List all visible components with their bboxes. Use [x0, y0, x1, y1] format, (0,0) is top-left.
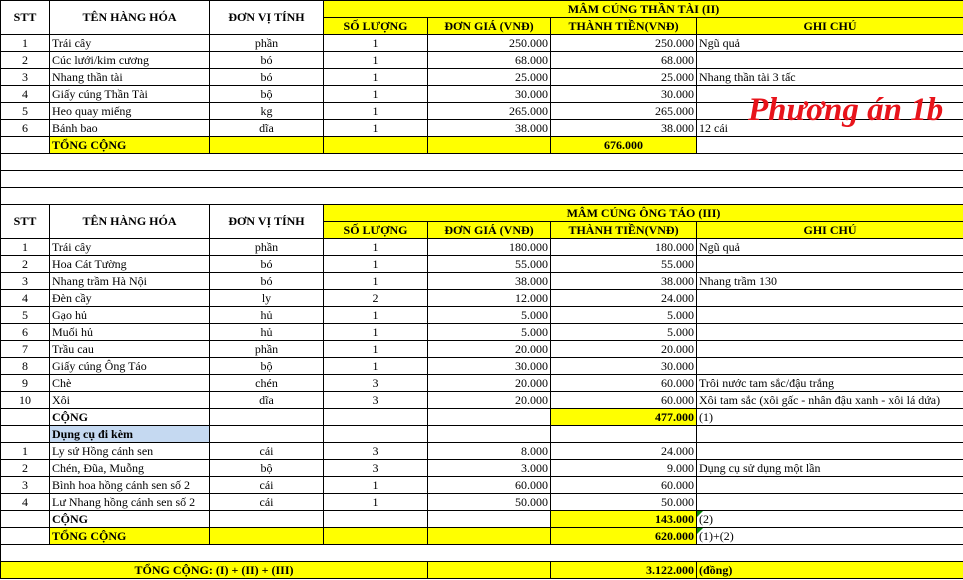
row-stt[interactable]: 3 — [1, 477, 50, 494]
comment-marker-icon — [697, 528, 703, 534]
row-stt[interactable]: 6 — [1, 120, 50, 137]
table-row — [1, 392, 963, 409]
header-unit-price[interactable]: ĐƠN GIÁ (VNĐ) — [428, 18, 551, 35]
row-quantity[interactable]: 1 — [324, 86, 428, 103]
row-amount[interactable]: 30.000 — [551, 358, 697, 375]
row-stt[interactable]: 1 — [1, 35, 50, 52]
row-unit[interactable]: bó — [210, 52, 324, 69]
spacer-row — [1, 171, 963, 188]
table-row — [1, 358, 963, 375]
row-quantity[interactable]: 1 — [324, 273, 428, 290]
table-row — [1, 460, 963, 477]
row-unit-price[interactable]: 8.000 — [428, 443, 551, 460]
row-unit-price[interactable]: 55.000 — [428, 256, 551, 273]
row-item-name[interactable]: Chén, Đũa, Muỗng — [50, 460, 210, 477]
subtotal-blank[interactable] — [210, 409, 324, 426]
subtotal-row — [1, 409, 963, 426]
row-item-name[interactable]: Nhang thần tài — [50, 69, 210, 86]
row-item-name[interactable]: Lư Nhang hồng cánh sen số 2 — [50, 494, 210, 511]
row-quantity[interactable]: 1 — [324, 477, 428, 494]
spacer-row — [1, 154, 963, 171]
total-blank[interactable] — [210, 137, 324, 154]
header-row — [1, 205, 963, 222]
header-quantity[interactable]: SỐ LƯỢNG — [324, 18, 428, 35]
row-unit[interactable]: chén — [210, 375, 324, 392]
row-unit[interactable]: bó — [210, 273, 324, 290]
row-quantity[interactable]: 1 — [324, 256, 428, 273]
row-unit[interactable]: dĩa — [210, 120, 324, 137]
tools-label[interactable]: Dụng cụ đi kèm — [50, 426, 210, 443]
row-amount[interactable]: 5.000 — [551, 324, 697, 341]
row-unit[interactable]: bó — [210, 69, 324, 86]
total-note[interactable]: (1)+(2) — [697, 528, 963, 545]
table-row — [1, 273, 963, 290]
row-unit-price[interactable]: 3.000 — [428, 460, 551, 477]
row-quantity[interactable]: 1 — [324, 239, 428, 256]
row-quantity[interactable]: 1 — [324, 324, 428, 341]
total-row — [1, 137, 963, 154]
row-unit[interactable]: cái — [210, 443, 324, 460]
row-quantity[interactable]: 1 — [324, 358, 428, 375]
total-label[interactable]: TỔNG CỘNG — [50, 137, 210, 154]
row-amount[interactable]: 25.000 — [551, 69, 697, 86]
subtotal-blank[interactable] — [324, 511, 428, 528]
row-quantity[interactable]: 3 — [324, 460, 428, 477]
row-quantity[interactable]: 1 — [324, 35, 428, 52]
header-amount[interactable]: THÀNH TIỀN(VNĐ) — [551, 222, 697, 239]
row-unit[interactable]: cái — [210, 477, 324, 494]
row-item-name[interactable]: Hoa Cát Tường — [50, 256, 210, 273]
row-unit-price[interactable]: 20.000 — [428, 375, 551, 392]
row-note[interactable]: Dụng cụ sử dụng một lần — [697, 460, 963, 477]
grand-total-value[interactable]: 3.122.000 — [551, 562, 697, 579]
subtotal-note[interactable]: (1) — [697, 409, 963, 426]
table-row — [1, 307, 963, 324]
row-item-name[interactable]: Xôi — [50, 392, 210, 409]
row-amount[interactable]: 20.000 — [551, 341, 697, 358]
grand-total-unit[interactable]: (đồng) — [697, 562, 963, 579]
row-quantity[interactable]: 2 — [324, 290, 428, 307]
row-amount[interactable]: 9.000 — [551, 460, 697, 477]
row-amount[interactable]: 250.000 — [551, 35, 697, 52]
row-unit[interactable]: bộ — [210, 460, 324, 477]
row-unit[interactable]: bộ — [210, 358, 324, 375]
row-item-name[interactable]: Bình hoa hồng cánh sen số 2 — [50, 477, 210, 494]
row-note[interactable] — [697, 324, 963, 341]
row-amount[interactable]: 38.000 — [551, 273, 697, 290]
row-note[interactable] — [697, 52, 963, 69]
table-row — [1, 443, 963, 460]
subheader-blank[interactable] — [697, 426, 963, 443]
row-unit-price[interactable]: 68.000 — [428, 52, 551, 69]
row-note[interactable]: Nhang thần tài 3 tấc — [697, 69, 963, 86]
table-row — [1, 494, 963, 511]
row-item-name[interactable]: Ly sứ Hồng cánh sen — [50, 443, 210, 460]
table-row — [1, 239, 963, 256]
row-unit-price[interactable]: 38.000 — [428, 273, 551, 290]
row-amount[interactable]: 60.000 — [551, 375, 697, 392]
spacer — [1, 545, 963, 562]
table-row — [1, 341, 963, 358]
row-unit-price[interactable]: 30.000 — [428, 358, 551, 375]
row-item-name[interactable]: Cúc lưới/kim cương — [50, 52, 210, 69]
row-item-name[interactable]: Giấy cúng Ông Táo — [50, 358, 210, 375]
spacer — [1, 154, 963, 171]
row-note[interactable] — [697, 256, 963, 273]
row-quantity[interactable]: 1 — [324, 120, 428, 137]
row-unit-price[interactable]: 180.000 — [428, 239, 551, 256]
plan-label: Phương án 1b — [748, 92, 944, 128]
header-unit[interactable]: ĐƠN VỊ TÍNH — [210, 205, 324, 239]
subtotal-blank[interactable] — [210, 511, 324, 528]
row-amount[interactable]: 68.000 — [551, 52, 697, 69]
row-quantity[interactable]: 3 — [324, 443, 428, 460]
row-unit[interactable]: bó — [210, 256, 324, 273]
total-label[interactable]: TỔNG CỘNG — [50, 528, 210, 545]
row-amount[interactable]: 50.000 — [551, 494, 697, 511]
tools-subtotal-note[interactable]: (2) — [697, 511, 963, 528]
row-unit-price[interactable]: 20.000 — [428, 392, 551, 409]
total-blank[interactable] — [324, 528, 428, 545]
row-note[interactable] — [697, 443, 963, 460]
row-unit-price[interactable]: 60.000 — [428, 477, 551, 494]
row-unit-price[interactable]: 265.000 — [428, 103, 551, 120]
row-amount[interactable]: 60.000 — [551, 392, 697, 409]
row-unit[interactable]: phần — [210, 341, 324, 358]
table-row — [1, 69, 963, 86]
subtotal-stt[interactable] — [1, 409, 50, 426]
subtotal-row — [1, 511, 963, 528]
row-stt[interactable]: 3 — [1, 69, 50, 86]
row-stt[interactable]: 3 — [1, 273, 50, 290]
row-quantity[interactable]: 1 — [324, 341, 428, 358]
tools-subtotal-value[interactable]: 143.000 — [551, 511, 697, 528]
row-amount[interactable]: 60.000 — [551, 477, 697, 494]
grand-total-label[interactable]: TỔNG CỘNG: (I) + (II) + (III) — [1, 562, 428, 579]
row-stt[interactable]: 5 — [1, 307, 50, 324]
row-unit-price[interactable]: 30.000 — [428, 86, 551, 103]
header-row — [1, 1, 963, 18]
subheader-blank[interactable] — [324, 426, 428, 443]
table-row — [1, 324, 963, 341]
row-note[interactable]: Nhang trầm 130 — [697, 273, 963, 290]
table-row — [1, 35, 963, 52]
row-unit[interactable]: kg — [210, 103, 324, 120]
row-quantity[interactable]: 1 — [324, 103, 428, 120]
spacer — [1, 171, 963, 188]
total-blank[interactable] — [324, 137, 428, 154]
row-note[interactable] — [697, 290, 963, 307]
row-unit[interactable]: hủ — [210, 307, 324, 324]
header-amount[interactable]: THÀNH TIỀN(VNĐ) — [551, 18, 697, 35]
subtotal-blank[interactable] — [428, 409, 551, 426]
subheader-blank[interactable] — [428, 426, 551, 443]
subtotal-stt[interactable] — [1, 511, 50, 528]
row-amount[interactable]: 24.000 — [551, 443, 697, 460]
header-stt[interactable]: STT — [1, 1, 50, 35]
row-note[interactable]: Trôi nước tam sắc/đậu trắng — [697, 375, 963, 392]
total-stt[interactable] — [1, 137, 50, 154]
row-unit[interactable]: bộ — [210, 86, 324, 103]
comment-marker-icon — [697, 511, 703, 517]
header-unit[interactable]: ĐƠN VỊ TÍNH — [210, 1, 324, 35]
sheet-body — [1, 1, 963, 579]
total-row — [1, 528, 963, 545]
row-unit[interactable]: dĩa — [210, 392, 324, 409]
header-note[interactable]: GHI CHÚ — [697, 222, 963, 239]
subheader-stt[interactable] — [1, 426, 50, 443]
row-stt[interactable]: 2 — [1, 256, 50, 273]
row-stt[interactable]: 8 — [1, 358, 50, 375]
row-stt[interactable]: 1 — [1, 443, 50, 460]
row-unit-price[interactable]: 12.000 — [428, 290, 551, 307]
spacer — [1, 188, 963, 205]
row-amount[interactable]: 5.000 — [551, 307, 697, 324]
row-stt[interactable]: 7 — [1, 341, 50, 358]
row-unit-price[interactable]: 250.000 — [428, 35, 551, 52]
subtotal-label[interactable]: CỘNG — [50, 409, 210, 426]
header-item-name[interactable]: TÊN HÀNG HÓA — [50, 1, 210, 35]
row-unit-price[interactable]: 5.000 — [428, 324, 551, 341]
row-amount[interactable]: 265.000 — [551, 103, 697, 120]
row-item-name[interactable]: Trái cây — [50, 239, 210, 256]
subtotal-blank[interactable] — [324, 409, 428, 426]
row-note[interactable] — [697, 477, 963, 494]
subheader-row — [1, 426, 963, 443]
row-unit[interactable]: hủ — [210, 324, 324, 341]
grand-total-blank[interactable] — [428, 562, 551, 579]
row-item-name[interactable]: Chè — [50, 375, 210, 392]
grand-total-row — [1, 562, 963, 579]
row-unit-price[interactable]: 25.000 — [428, 69, 551, 86]
row-stt[interactable]: 2 — [1, 52, 50, 69]
spacer-row — [1, 188, 963, 205]
row-unit-price[interactable]: 5.000 — [428, 307, 551, 324]
row-quantity[interactable]: 1 — [324, 494, 428, 511]
row-item-name[interactable]: Đèn cầy — [50, 290, 210, 307]
subtotal-value[interactable]: 477.000 — [551, 409, 697, 426]
row-stt[interactable]: 1 — [1, 239, 50, 256]
row-amount[interactable]: 38.000 — [551, 120, 697, 137]
row-quantity[interactable]: 1 — [324, 52, 428, 69]
spacer-row — [1, 545, 963, 562]
row-note[interactable] — [697, 358, 963, 375]
row-note[interactable]: Ngũ quả — [697, 35, 963, 52]
table-row — [1, 256, 963, 273]
row-quantity[interactable]: 3 — [324, 392, 428, 409]
total-blank[interactable] — [428, 137, 551, 154]
row-note[interactable]: Ngũ quả — [697, 239, 963, 256]
row-note[interactable]: 12 cái — [697, 120, 963, 137]
row-unit[interactable]: cái — [210, 494, 324, 511]
row-unit[interactable]: phần — [210, 239, 324, 256]
header-note[interactable]: GHI CHÚ — [697, 18, 963, 35]
total-stt[interactable] — [1, 528, 50, 545]
row-amount[interactable]: 55.000 — [551, 256, 697, 273]
row-stt[interactable]: 2 — [1, 460, 50, 477]
row-quantity[interactable]: 1 — [324, 69, 428, 86]
row-note[interactable] — [697, 341, 963, 358]
row-stt[interactable]: 4 — [1, 494, 50, 511]
section-title[interactable]: MÂM CÚNG ÔNG TÁO (III) — [324, 205, 963, 222]
table-row — [1, 477, 963, 494]
table-row — [1, 290, 963, 307]
row-item-name[interactable]: Muối hủ — [50, 324, 210, 341]
row-stt[interactable]: 9 — [1, 375, 50, 392]
row-stt[interactable]: 4 — [1, 86, 50, 103]
total-blank[interactable] — [428, 528, 551, 545]
subtotal-blank[interactable] — [428, 511, 551, 528]
row-stt[interactable]: 10 — [1, 392, 50, 409]
row-item-name[interactable]: Bánh bao — [50, 120, 210, 137]
header-quantity[interactable]: SỐ LƯỢNG — [324, 222, 428, 239]
row-unit[interactable]: ly — [210, 290, 324, 307]
row-item-name[interactable]: Gạo hủ — [50, 307, 210, 324]
row-amount[interactable]: 180.000 — [551, 239, 697, 256]
row-note[interactable] — [697, 307, 963, 324]
row-amount[interactable]: 30.000 — [551, 86, 697, 103]
table-row — [1, 52, 963, 69]
row-item-name[interactable]: Nhang trầm Hà Nội — [50, 273, 210, 290]
header-item-name[interactable]: TÊN HÀNG HÓA — [50, 205, 210, 239]
subheader-blank[interactable] — [210, 426, 324, 443]
total-blank[interactable] — [210, 528, 324, 545]
row-item-name[interactable]: Heo quay miếng — [50, 103, 210, 120]
row-item-name[interactable]: Giấy cúng Thần Tài — [50, 86, 210, 103]
row-unit-price[interactable]: 38.000 — [428, 120, 551, 137]
total-value[interactable]: 620.000 — [551, 528, 697, 545]
header-stt[interactable]: STT — [1, 205, 50, 239]
row-item-name[interactable]: Trái cây — [50, 35, 210, 52]
row-unit[interactable]: phần — [210, 35, 324, 52]
row-amount[interactable]: 24.000 — [551, 290, 697, 307]
row-item-name[interactable]: Trầu cau — [50, 341, 210, 358]
subheader-blank[interactable] — [551, 426, 697, 443]
row-stt[interactable]: 5 — [1, 103, 50, 120]
header-unit-price[interactable]: ĐƠN GIÁ (VNĐ) — [428, 222, 551, 239]
table-row — [1, 375, 963, 392]
section-title[interactable]: MÂM CÚNG THẦN TÀI (II) — [324, 1, 963, 18]
row-quantity[interactable]: 1 — [324, 307, 428, 324]
row-quantity[interactable]: 3 — [324, 375, 428, 392]
row-unit-price[interactable]: 50.000 — [428, 494, 551, 511]
total-value[interactable]: 676.000 — [551, 137, 697, 154]
row-stt[interactable]: 4 — [1, 290, 50, 307]
row-note[interactable]: Xôi tam sắc (xôi gấc - nhân đậu xanh - xôi lá dứa) — [697, 392, 963, 409]
total-note[interactable] — [697, 137, 963, 154]
tools-subtotal-label[interactable]: CỘNG — [50, 511, 210, 528]
row-note[interactable] — [697, 494, 963, 511]
row-unit-price[interactable]: 20.000 — [428, 341, 551, 358]
row-stt[interactable]: 6 — [1, 324, 50, 341]
